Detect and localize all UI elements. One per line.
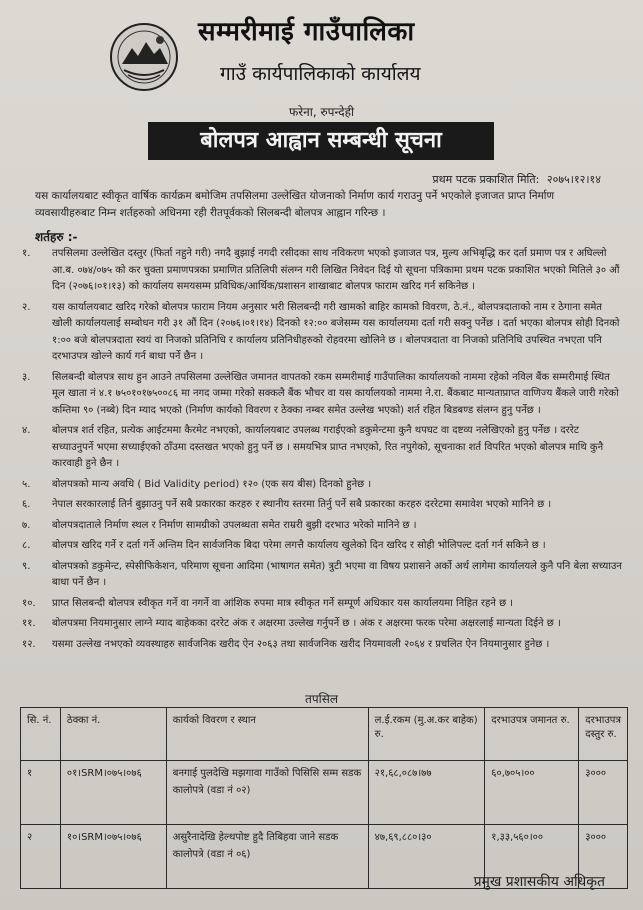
cell-sn: १ (21, 761, 61, 825)
term-item (22, 300, 622, 366)
cell-bid-security: १,३३,५६०।०० (485, 825, 579, 889)
terms-list (22, 246, 622, 657)
cell-description: असुरैनादेखि हेल्थपोष्ट हुदै तिबिहवा जाने सडक कालोपत्रे (वडा नं ०६) (166, 825, 368, 889)
notice-banner: बोलपत्र आह्वान सम्बन्धी सूचना (148, 122, 494, 160)
term-text: सिलबन्दी बोलपत्र साथ हुन आउने तपसिलमा उल्लेखित जमानत वापतको रकम सम्मरीमाई गाउँपालिका कार्यालयको नाममा रहेको नविल बैंक सम्मरीमाई स्थित मूल खाता नं ४.१ ७५०१०१७५००८६ मा नगद जम्मा गरेको सक्कलै बैंक भौचर वा यस कार्यालयको नाममा ने.रा. बैंकबाट मान्यताप्राप्त वाणिज्य बैंकले जारी गरेको कम्तिमा ९० (नब्बे) दिन म्याद भएको (निर्माण कार्यको विवरण र ठेक्का नम्बर समेत उल्लेख भएको) शर्त रहित बिडबण्ड संलग्न हुनु पर्नेछ । (52, 371, 619, 416)
cell-bid-fee: ३००० (579, 761, 628, 825)
term-item (22, 370, 622, 420)
col-header-contract-no: ठेक्का नं. (60, 708, 166, 761)
term-number: ७. (22, 519, 31, 531)
term-item (22, 538, 622, 555)
term-item (22, 423, 622, 473)
term-number: ११. (22, 618, 36, 629)
term-text: बोलपत्रको डकुमेन्ट, स्पेसीफिकेशन, परिमाण सूचना आदिमा (भाषागत समेत) त्रुटी भएमा वा विषय प्रशासने अर्को अर्थ लागेमा कार्यालयले कुनै पनि बेला सच्याउन बाधा पर्ने छैन । (52, 560, 622, 588)
term-item (22, 637, 622, 654)
intro-paragraph: यस कार्यालयबाट स्वीकृत वार्षिक कार्यक्रम बमोजिम तपसिलमा उल्लेखित योजनाको निर्माण कार्य गराउनु पर्ने भएकोले इजाजत प्राप्त निर्माण व्यवसायीहरुबाट निम्न शर्तहरुको अधिनमा रही रीतपूर्वकको सिलबन्दी बोलपत्र आह्वान गरिन्छ । (35, 190, 555, 219)
term-item (22, 477, 622, 494)
term-item (22, 497, 622, 514)
term-number: २. (22, 301, 31, 313)
schedule-table (20, 707, 628, 889)
term-item (22, 518, 622, 535)
term-text: यसमा उल्लेख नभएको व्यवस्थाहरु सार्वजनिक खरीद ऐन २०६३ तथा सार्वजनिक खरीद नियमावली २०६४ र प्रचलित ऐन नियमानुसार हुनेछ । (52, 638, 550, 650)
term-number: ६. (22, 499, 31, 510)
term-item (22, 559, 622, 592)
col-header-sn: सि. नं. (21, 708, 61, 761)
office-title: गाउँ कार्यपालिकाको कार्यालय (220, 63, 421, 85)
cell-sn: २ (21, 825, 61, 889)
term-number: ४. (22, 425, 31, 436)
term-number: १०. (22, 597, 36, 609)
table-row (21, 761, 628, 825)
term-text: प्राप्त सिलबन्दी बोलपत्र स्वीकृत गर्ने वा नगर्ने वा आंशिक रुपमा मात्र स्वीकृत गर्ने सम्पूर्ण अधिकार यस कार्यालयमा निहित रहने छ । (52, 597, 514, 609)
cell-description: बनगाई पुलदेखि मझगावा गाउँको पिसिसि सम्म सडक कालोपत्रे (वडा नं ०२) (166, 761, 368, 825)
municipality-emblem-icon (108, 20, 180, 94)
term-number: १२. (22, 638, 36, 650)
terms-heading: शर्तहरु :- (35, 230, 78, 244)
term-text: बोलपत्रमा नियमानुसार लाग्ने म्याद बाहेकका दररेट अंक र अक्षरमा उल्लेख गर्नुपर्ने छ । अंक र अक्षरमा फरक परेमा अक्षरलाई मान्यता दिईने छ । (52, 618, 561, 629)
cell-contract-no: ०१।SRM।०७५।०७६ (60, 761, 166, 825)
col-header-description: कार्यको विवरण र स्थान (166, 708, 368, 761)
term-item (22, 246, 622, 296)
col-header-estimate: ल.ई.रकम (मु.अ.कर बाहेक) रु. (368, 708, 485, 761)
cell-estimate: ४७,६९,८८०।३० (368, 825, 485, 889)
term-text: बोलपत्रदाताले निर्माण स्थल र निर्माण सामग्रीको उपलब्धता समेत राम्ररी बुझी दरभाउ भरेको मानिने छ । (52, 519, 417, 531)
cell-estimate: २१,६८,०८७।७७ (368, 761, 485, 825)
cell-bid-security: ६०,७०५।०० (485, 761, 579, 825)
term-text: तपसिलमा उल्लेखित दस्तुर (फिर्ता नहुने गरी) नगदै बुझाई नगदी रसीदका साथ नविकरण भएको इजाजत पत्र, मुल्य अभिबृद्धि कर दर्ता प्रमाण पत्र र अघिल्लो आ.ब. ०७४/०७५ को कर चुक्ता प्रमाणपत्रका प्रमाणित प्रतिलिपी संलग्न गरी लिखित निवेदन दिई यो सूचना पत्रिकामा प्रथम पटक प्रकाशित भएको मितिले ३० औं दिन (२०७६।०१।१३) को कार्यालय समयसम्म प्रविधिक/आर्थिक/प्रशासन शाखाबाट बोलपत्र फाराम खरिद गर्न सकिनेछ । (52, 248, 620, 292)
table-header-row (21, 708, 628, 761)
term-text: बोलपत्र खरिद गर्ने र दर्ता गर्ने अन्तिम दिन सार्वजनिक बिदा परेमा लगत्तै कार्यालय खुलेको दिन खरिद र सोही भोलिपल्ट दर्ता गर्न सकिने छ । (52, 540, 546, 551)
location: फरेना, रुपन्देही (288, 105, 355, 119)
publication-date (428, 172, 601, 187)
col-header-bid-security: दरभाउपत्र जमानत रु. (485, 708, 579, 761)
term-item (22, 596, 622, 613)
term-text: बोलपत्रको मान्य अवधि ( Bid Validity period) १२० (एक सय बीस) दिनको हुनेछ । (52, 478, 372, 490)
org-title: सम्मरीमाई गाउँपालिका (198, 17, 415, 47)
term-number: ५. (22, 478, 31, 490)
term-item (22, 616, 622, 633)
col-header-bid-fee: दरभाउपत्र दस्तुर रु. (579, 708, 628, 761)
schedule-title: तपसिल (304, 692, 338, 706)
cell-bid-fee: ३००० (579, 825, 628, 889)
term-text: नेपाल सरकारलाई तिर्न बुझाउनु पर्ने सबै प्रकारका करहरु र स्थानीय स्तरमा तिर्नु पर्ने सबै प्रकारका करहरु दररेटमा समावेश भएको मानिने छ । (52, 499, 552, 510)
term-number: ८. (22, 540, 31, 551)
term-text: बोलपत्र शर्त रहित, प्रत्येक आईटममा कैरमेट नभएको, कार्यालयबाट उपलब्ध गराईएको डकुमेन्टमा कुनै थपघट वा दष्टव्य नलेखिएको हुनु पर्नेछ । दररेट सच्याउनुपर्ने भएमा सच्याईएको ठाँउमा दस्तखत भएको हुनु पर्ने छ । समयभित्र प्राप्त नभएको, रित नपुगेको, सूचनाका शर्त विपरित भएको बोलपत्र माथि कुनै कारवाही हुने छैन । (52, 425, 604, 469)
publication-value: २०७५।१२।१४ (546, 173, 601, 186)
term-text: यस कार्यालयबाट खरिद गरेको बोलपत्र फाराम नियम अनुसार भरी सिलबन्दी गरी खामको बाहिर कामको विवरण, ठे.नं., बोलपत्रदाताको नाम र ठेगाना समेत खोली कार्यालयलाई सम्बोधन गरी ३१ औं दिन (२०७६।०१।१४) दिनको १२:०० बजेसम्म यस कार्यालयमा दर्ता गरी सक्नु पर्नेछ । दर्ता भएका बोलपत्र सोही दिनको १:०० बजे बोलपत्रदाता स्वयं वा निजको प्रतिनिधि र कार्यालय प्रतिनिधीहरुको रोहवरमा खोलिने छ । बोलपत्रदाता वा निजको प्रतिनिधि उपस्थित नभएता पनि दरभाउपत्र खोल्ने कार्य गर्न बाधा पर्ने छैन । (52, 301, 620, 362)
term-number: ९. (22, 560, 31, 572)
cell-contract-no: १०।SRM।०७५।०७६ (60, 825, 166, 889)
term-number: ३. (22, 371, 31, 383)
term-number: १. (22, 248, 31, 259)
signature-title: प्रमुख प्रशासकीय अधिकृत (473, 874, 605, 890)
publication-label: प्रथम पटक प्रकाशित मिति: (432, 173, 540, 186)
